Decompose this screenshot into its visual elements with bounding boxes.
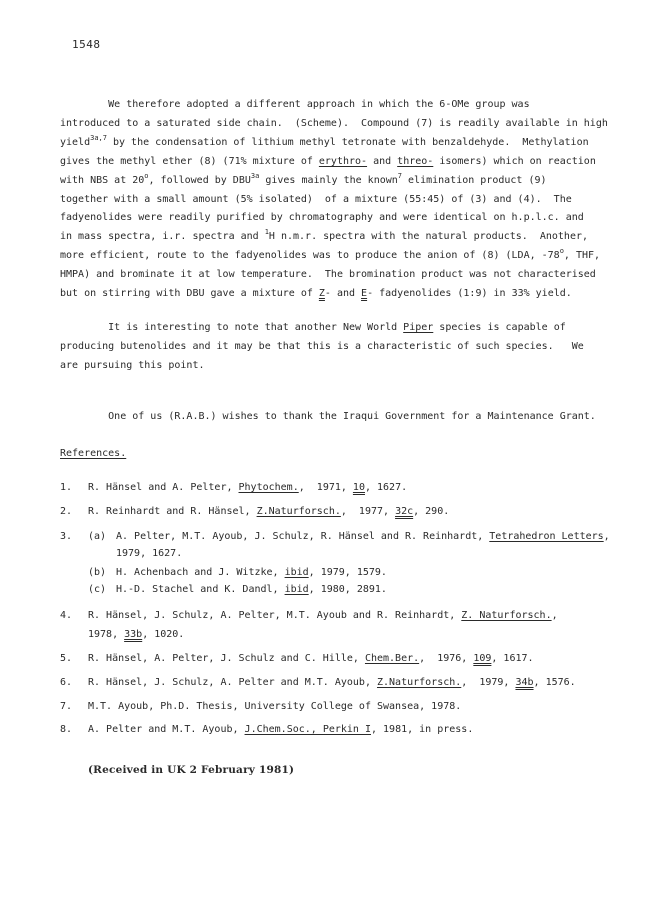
reference-sub-label: (b) — [88, 567, 107, 578]
underlined-text: 33b — [124, 629, 143, 640]
reference-text — [88, 701, 461, 712]
superscript: 3a,7 — [90, 133, 107, 142]
reference-text — [116, 584, 387, 595]
superscript: o — [559, 247, 564, 256]
superscript: 3a — [250, 171, 260, 180]
text-segment: M.T. Ayoub, Ph.D. Thesis, University College of Swansea, 1978. — [88, 701, 462, 712]
underlined-text: ibid — [284, 567, 309, 578]
text-segment: , 1971, — [298, 482, 353, 493]
text-segment: R. Hänsel, A. Pelter, J. Schulz and C. Hille, — [88, 653, 365, 664]
text-segment: , 1576. — [533, 677, 576, 688]
text-segment: isomers) which on reaction — [433, 155, 596, 167]
superscript: 1 — [264, 228, 269, 237]
superscript: 7 — [397, 171, 403, 180]
text-segment: A. Pelter, M.T. Ayoub, J. Schulz, R. Hänsel and R. Reinhardt, — [116, 531, 490, 542]
text-segment: , — [603, 531, 610, 542]
reference-number: 3. — [60, 531, 73, 542]
page-number: 1548 — [72, 38, 101, 51]
underlined-text: erythro- — [318, 155, 368, 167]
text-segment: , 290. — [413, 506, 450, 517]
text-segment: more efficient, route to the fadyenolides was to produce the anion of (8) (LDA, -78 — [60, 250, 560, 262]
text-segment: introduced to a saturated side chain. (Scheme). Compound (7) is readily available in high — [60, 117, 608, 129]
reference-text — [88, 724, 473, 735]
text-segment: but on stirring with DBU gave a mixture of — [60, 288, 319, 300]
superscript: o — [144, 171, 149, 180]
text-segment: , 1977, — [340, 506, 396, 517]
underlined-text: 109 — [473, 653, 492, 664]
text-segment: gives the methyl ether (8) (71% mixture of — [60, 155, 319, 167]
text-segment: , 1981, in press. — [370, 724, 474, 735]
text-segment: yield — [60, 136, 91, 148]
text-segment: It is interesting to note that another New World — [60, 322, 404, 333]
reference-sub-label: (c) — [88, 584, 107, 595]
text-segment: 1978, — [88, 629, 125, 640]
text-segment: R. Reinhardt and R. Hänsel, — [88, 506, 257, 517]
reference-text — [88, 653, 534, 664]
text-segment: - and — [324, 288, 362, 300]
text-segment: One of us (R.A.B.) wishes to thank the Iraqui Government for a Maintenance Grant. — [60, 411, 596, 422]
underlined-text: Z — [318, 288, 325, 300]
text-segment: are pursuing this point. — [60, 359, 205, 371]
text-segment: , 1617. — [491, 653, 534, 664]
underlined-text: 34b — [515, 677, 534, 688]
text-segment: , 1020. — [142, 629, 185, 640]
reference-text — [88, 629, 184, 640]
text-segment: 1979, 1627. — [116, 548, 183, 559]
reference-text — [116, 567, 387, 578]
reference-text — [88, 506, 449, 517]
reference-sub-label: (a) — [88, 531, 107, 542]
text-segment: R. Hänsel, J. Schulz, A. Pelter, M.T. Ayoub and R. Reinhardt, — [88, 610, 462, 621]
text-segment: , 1979, — [461, 677, 516, 688]
text-segment: , THF, — [563, 250, 601, 262]
received-date: (Received in UK 2 February 1981) — [88, 764, 295, 776]
underlined-text: ibid — [284, 584, 309, 595]
text-segment: We therefore adopted a different approach in which the 6-OMe group was — [60, 99, 530, 110]
reference-text — [116, 531, 610, 542]
text-segment: H.-D. Stachel and K. Dandl, — [116, 584, 285, 595]
reference-number: 6. — [60, 677, 73, 688]
text-segment: producing butenolides and it may be that this is a characteristic of such species. We — [60, 340, 584, 352]
text-segment: species is capable of — [433, 322, 566, 333]
reference-number: 7. — [60, 701, 73, 712]
underlined-text: J.Chem.Soc., Perkin I — [244, 724, 371, 735]
text-segment: , 1980, 2891. — [308, 584, 387, 595]
text-segment: together with a small amount (5% isolated) of a mixture (55:45) of (3) and (4). The — [60, 193, 572, 205]
text-segment: H n.m.r. spectra with the natural products. Another, — [268, 231, 589, 243]
underlined-text: 10 — [352, 482, 365, 493]
text-segment: A. Pelter and M.T. Ayoub, — [88, 724, 245, 735]
text-segment: , followed by DBU — [148, 174, 251, 186]
underlined-text: Z. Naturforsch. — [461, 610, 552, 621]
text-segment: with NBS at 20 — [60, 174, 145, 186]
text-segment: , 1979, 1579. — [308, 567, 387, 578]
reference-text — [88, 482, 407, 493]
text-segment: HMPA) and brominate it at low temperature. The bromination product was not characterised — [60, 269, 596, 281]
text-segment: elimination product (9) — [402, 174, 547, 186]
underlined-text: Z.Naturforsch. — [256, 506, 341, 517]
text-segment: - fadyenolides (1:9) in 33% yield. — [367, 288, 572, 300]
text-segment: R. Hänsel and A. Pelter, — [88, 482, 239, 493]
underlined-text: E — [361, 288, 368, 300]
reference-text — [116, 548, 182, 559]
text-segment: H. Achenbach and J. Witzke, — [116, 567, 285, 578]
text-segment: in mass spectra, i.r. spectra and — [60, 231, 265, 243]
underlined-text: threo- — [397, 155, 434, 167]
text-segment: fadyenolides were readily purified by chromatography and were identical on h.p.l.c. and — [60, 212, 584, 224]
text-segment: by the condensation of lithium methyl tetronate with benzaldehyde. Methylation — [106, 136, 589, 148]
text-segment: and — [367, 155, 398, 167]
text-segment: , 1976, — [419, 653, 474, 664]
reference-number: 2. — [60, 506, 73, 517]
underlined-text: Chem.Ber. — [364, 653, 420, 664]
underlined-text: Piper — [403, 322, 434, 333]
underlined-text: 32c — [395, 506, 414, 517]
text-segment: R. Hänsel, J. Schulz, A. Pelter and M.T. Ayoub, — [88, 677, 377, 688]
text-segment: gives mainly the known — [259, 174, 398, 186]
reference-number: 5. — [60, 653, 73, 664]
text-segment: , — [551, 610, 558, 621]
underlined-text: Z.Naturforsch. — [376, 677, 462, 688]
references-heading: References. — [60, 448, 127, 459]
reference-number: 1. — [60, 482, 73, 493]
reference-number: 8. — [60, 724, 73, 735]
reference-number: 4. — [60, 610, 73, 621]
underlined-text: Tetrahedron Letters — [489, 531, 604, 542]
reference-text — [88, 610, 558, 621]
text-segment: , 1627. — [364, 482, 408, 493]
underlined-text: Phytochem. — [238, 482, 299, 493]
reference-text — [88, 677, 576, 688]
